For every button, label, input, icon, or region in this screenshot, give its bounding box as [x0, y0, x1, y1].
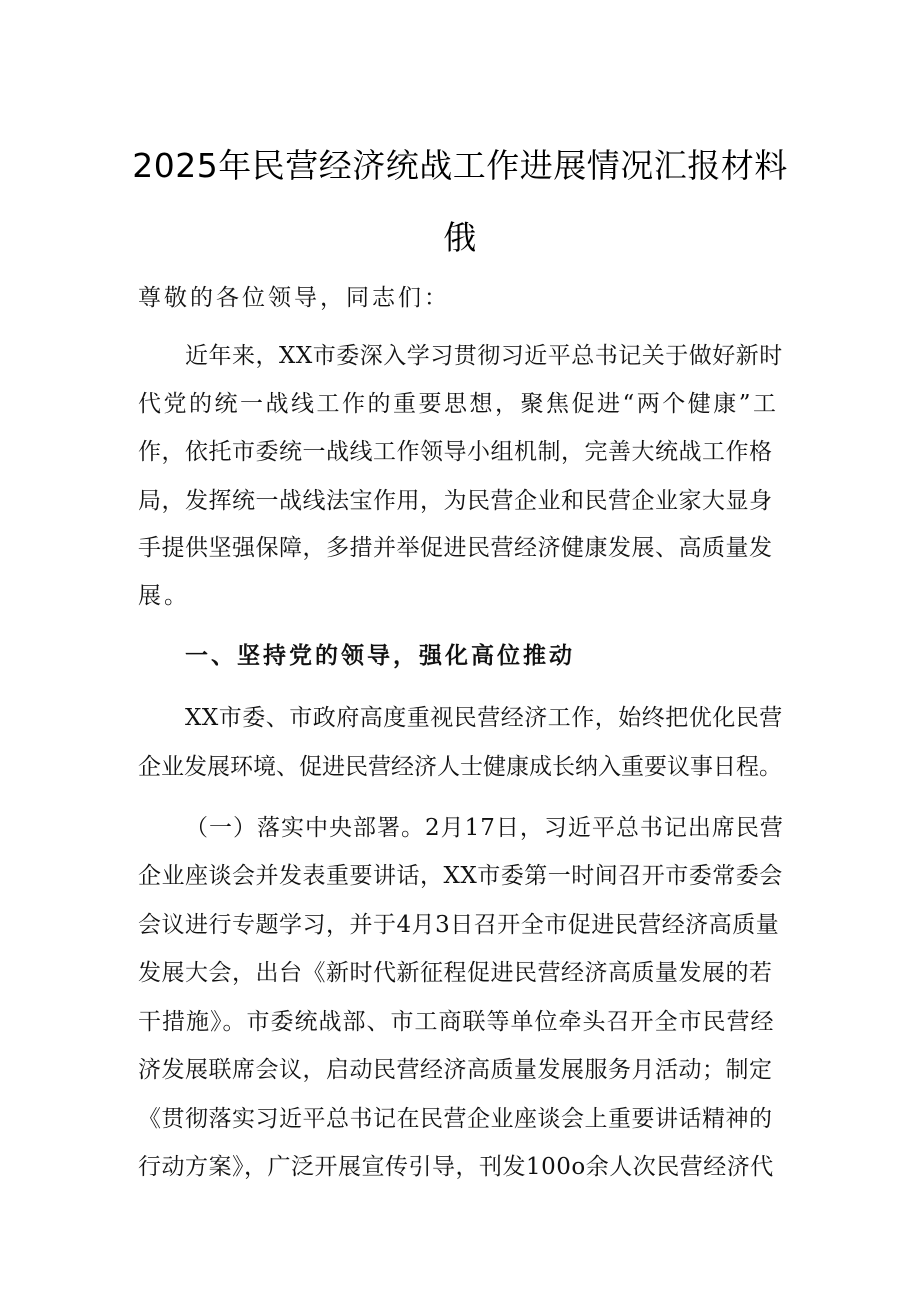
- paragraph-line: 干措施》。市委统战部、市工商联等单位牵头召开全市民营经: [138, 1009, 775, 1035]
- paragraph-line: 济发展联席会议，启动民营经济高质量发展服务月活动；制定: [138, 1057, 773, 1083]
- paragraph-line: 会议进行专题学习，并于4月3日召开全市促进民营经济高质量: [138, 912, 780, 938]
- document-title: 2025年民营经济统战工作进展情况汇报材料: [132, 146, 788, 185]
- paragraph-line: （一）落实中央部署。2月17日，习近平总书记出席民营: [185, 815, 784, 841]
- salutation: 尊敬的各位领导，同志们：: [138, 285, 450, 311]
- paragraph-line: 企业发展环境、促进民营经济人士健康成长纳入重要议事日程。: [138, 754, 782, 780]
- document-title-continuation: 俄: [443, 218, 477, 257]
- paragraph-line: 局，发挥统一战线法宝作用，为民营企业和民营企业家大显身: [138, 488, 773, 514]
- paragraph-line: 手提供坚强保障，多措并举促进民营经济健康发展、高质量发: [138, 535, 773, 561]
- paragraph-line: 展。: [138, 583, 190, 609]
- paragraph-line: 企业座谈会并发表重要讲话，XX市委第一时间召开市委常委会: [138, 863, 783, 889]
- paragraph-line: 代党的统一战线工作的重要思想，聚焦促进“两个健康”工: [138, 391, 779, 417]
- paragraph-line: 近年来，XX市委深入学习贯彻习近平总书记关于做好新时: [185, 343, 783, 369]
- section-heading: 一、坚持党的领导，强化高位推动: [185, 643, 575, 669]
- paragraph-line: XX市委、市政府高度重视民营经济工作，始终把优化民营: [185, 705, 783, 731]
- paragraph-line: 《贯彻落实习近平总书记在民营企业座谈会上重要讲话精神的: [138, 1106, 773, 1132]
- paragraph-line: 作，依托市委统一战线工作领导小组机制，完善大统战工作格: [138, 439, 773, 465]
- paragraph-line: 行动方案》，广泛开展宣传引导，刊发100o余人次民营经济代: [138, 1154, 774, 1180]
- paragraph-line: 发展大会，出台《新时代新征程促进民营经济高质量发展的若: [138, 960, 773, 986]
